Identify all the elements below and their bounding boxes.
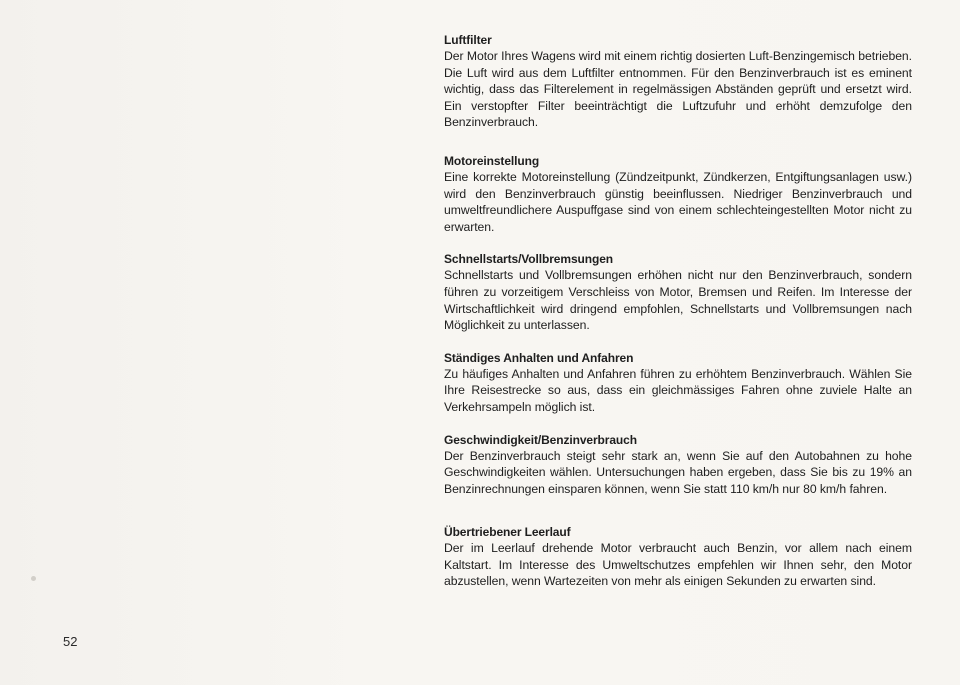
section-heading: Motoreinstellung bbox=[444, 153, 540, 168]
paper-spot bbox=[31, 576, 36, 581]
section-geschwindigkeit bbox=[444, 433, 912, 498]
section-body: Der Benzinverbrauch steigt sehr stark an, wenn Sie auf den Autobahnen zu hohe Geschwindigkeiten wählen. Untersuchungen haben ergeben, dass Sie bis zu 19% an Benzinrechnungen einsparen können, wenn Sie statt 110 km/h nur 80 km/h fahren. bbox=[444, 448, 912, 496]
page-number: 52 bbox=[63, 634, 78, 649]
section-heading: Ständiges Anhalten und Anfahren bbox=[444, 350, 634, 365]
section-body: Der Motor Ihres Wagens wird mit einem richtig dosierten Luft-Benzingemisch betrieben. Die Luft wird aus dem Luftfilter entnommen. Für den Benzinverbrauch ist es eminent wichtig, dass das Filterelement in regelmässigen Abständen geprüft und ersetzt wird. Ein verstopfter Filter beeinträchtigt die Luftzufuhr und erhöht demzufolge den Benzinverbrauch. bbox=[444, 49, 912, 130]
section-anhalten bbox=[444, 351, 912, 416]
section-heading: Schnellstarts/Vollbremsungen bbox=[444, 252, 614, 267]
section-body: Zu häufiges Anhalten und Anfahren führen zu erhöhtem Benzinverbrauch. Wählen Sie Ihre Reisestrecke so aus, dass ein gleichmässiges Fahren ohne zuviele Halte an Verkehrsampeln möglich ist. bbox=[444, 366, 912, 414]
section-heading: Luftfilter bbox=[444, 33, 492, 47]
section-body: Schnellstarts und Vollbremsungen erhöhen nicht nur den Benzinverbrauch, sondern führen zu vorzeitigem Verschleiss von Motor, Bremsen und Reifen. Im Interesse der Wirtschaftlichkeit wird dringend empfohlen, Schnellstarts und Vollbremsungen nach Möglichkeit zu unterlassen. bbox=[444, 268, 912, 333]
section-heading: Übertriebener Leerlauf bbox=[444, 525, 571, 540]
section-body: Eine korrekte Motoreinstellung (Zündzeitpunkt, Zündkerzen, Entgiftungsanlagen usw.) wird den Benzinverbrauch günstig beeinflussen. Niedriger Benzinverbrauch und umweltfreundlichere Auspuffgase sind von einem schlechteingestellten Motor nicht zu erwarten. bbox=[444, 169, 912, 234]
main-text-column bbox=[444, 33, 912, 590]
section-heading: Geschwindigkeit/Benzinverbrauch bbox=[444, 432, 637, 447]
section-luftfilter bbox=[444, 33, 912, 131]
section-body: Der im Leerlauf drehende Motor verbraucht auch Benzin, vor allem nach einem Kaltstart. Im Interesse des Umweltschutzes empfehlen wir Ihnen sehr, den Motor abzustellen, wenn Wartezeiten von mehr als einigen Sekunden zu erwarten sind. bbox=[444, 541, 912, 589]
section-schnellstarts bbox=[444, 252, 912, 333]
section-leerlauf bbox=[444, 525, 912, 590]
section-motoreinstellung bbox=[444, 154, 912, 235]
